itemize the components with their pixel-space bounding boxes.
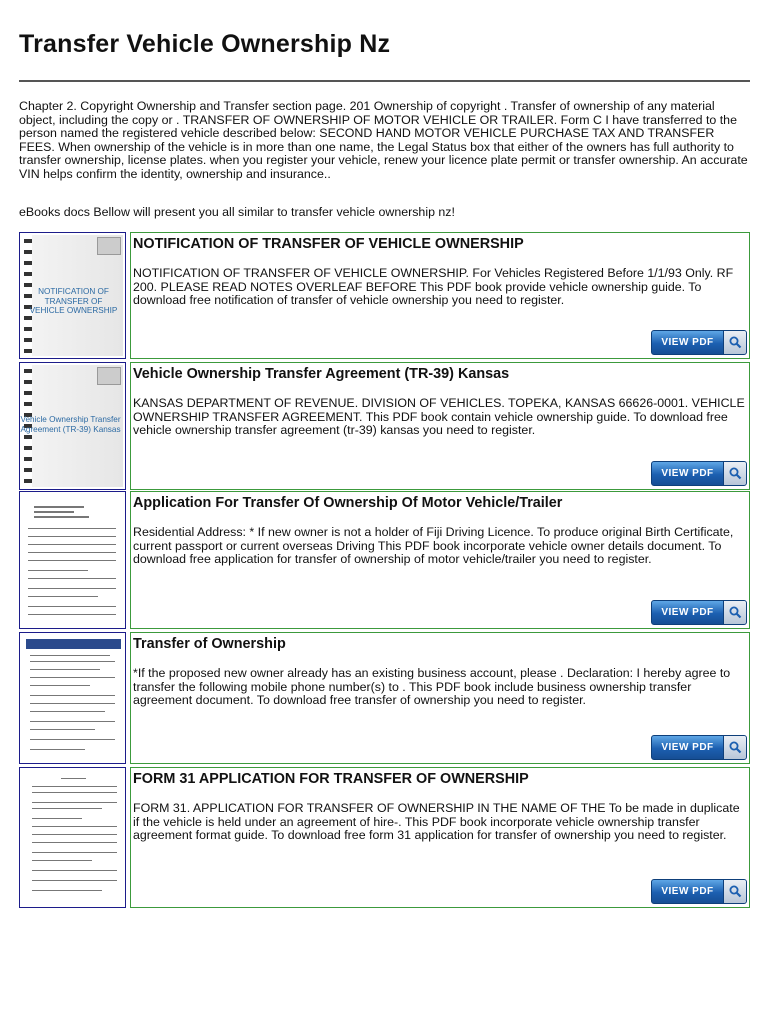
thumbnail-label: Vehicle Ownership Transfer Agreement (TR-39) Kansas [20,415,121,434]
view-pdf-button[interactable] [651,735,747,760]
magnifier-icon [723,331,746,354]
view-pdf-button[interactable] [651,879,747,904]
result-title[interactable]: FORM 31 APPLICATION FOR TRANSFER OF OWNERSHIP [133,771,529,787]
document-thumbnail[interactable] [19,491,126,629]
view-pdf-label: VIEW PDF [661,337,714,348]
result-item [19,491,751,629]
title-divider [19,80,750,82]
result-title[interactable]: NOTIFICATION OF TRANSFER OF VEHICLE OWNERSHIP [133,236,524,252]
magnifier-icon [723,601,746,624]
result-title[interactable]: Transfer of Ownership [133,636,286,652]
result-item [19,362,751,490]
result-item [19,232,751,359]
view-pdf-label: VIEW PDF [661,468,714,479]
document-preview [26,639,119,757]
result-description: NOTIFICATION OF TRANSFER OF VEHICLE OWNERSHIP. For Vehicles Registered Before 1/1/93 Only. RF 200. PLEASE READ NOTES OVERLEAF BEFORE This PDF book provide vehicle ownership guide. To download free notification of transfer of vehicle ownership you need to register. [133,266,734,308]
magnifier-icon [723,880,746,903]
logo-stamp [97,237,121,255]
magnifier-icon [723,462,746,485]
lead-text: eBooks docs Bellow will present you all similar to transfer vehicle ownership nz! [19,205,455,219]
view-pdf-label: VIEW PDF [661,742,714,753]
result-title[interactable]: Vehicle Ownership Transfer Agreement (TR-39) Kansas [133,366,510,382]
view-pdf-button[interactable] [651,461,747,486]
result-card [130,362,750,490]
result-card [130,232,750,359]
result-card [130,767,750,908]
result-item [19,632,751,764]
result-description: FORM 31. APPLICATION FOR TRANSFER OF OWNERSHIP IN THE NAME OF THE To be made in duplicate if the vehicle is held under an agreement of hire-. This PDF book incorporate vehicle ownership transfer agreement format guide. To download free form 31 application for transfer of ownership you need to register. [133,801,740,843]
result-description: KANSAS DEPARTMENT OF REVENUE. DIVISION OF VEHICLES. TOPEKA, KANSAS 66626-0001. VEHICLE OWNERSHIP TRANSFER AGREEMENT. This PDF book contain vehicle ownership guide. To download free vehicle ownership transfer agreement (tr-39) kansas you need to register. [133,396,745,438]
result-card [130,632,750,764]
view-pdf-label: VIEW PDF [661,607,714,618]
view-pdf-button[interactable] [651,600,747,625]
document-preview [26,498,119,622]
view-pdf-button[interactable] [651,330,747,355]
view-pdf-label: VIEW PDF [661,886,714,897]
result-card [130,491,750,629]
document-thumbnail[interactable] [19,632,126,764]
document-preview [26,774,119,901]
thumbnail-label: NOTIFICATION OF TRANSFER OF VEHICLE OWNERSHIP [29,287,118,316]
logo-stamp [97,367,121,385]
booklet-thumbnail[interactable] [19,232,126,359]
magnifier-icon [723,736,746,759]
result-item [19,767,751,908]
document-thumbnail[interactable] [19,767,126,908]
result-description: Residential Address: * If new owner is not a holder of Fiji Driving Licence. To produce original Birth Certificate, current passport or current overseas Driving This PDF book incorporate vehicle owner details document. To download free application for transfer of ownership of motor vehicle/trailer you need to register. [133,525,734,567]
result-title[interactable]: Application For Transfer Of Ownership Of Motor Vehicle/Trailer [133,495,563,511]
result-description: *If the proposed new owner already has an existing business account, please . Declaration: I hereby agree to transfer the following mobile phone number(s) to . This PDF book include business ownership transfer agreement document. To download free transfer of ownership you need to register. [133,666,731,708]
booklet-thumbnail[interactable] [19,362,126,490]
page-title: Transfer Vehicle Ownership Nz [19,30,391,58]
intro-paragraph: Chapter 2. Copyright Ownership and Transfer section page. 201 Ownership of copyright . Transfer of ownership of any material object, including the copy or . TRANSFER OF OWNERSHIP OF MOTOR VEHICLE OR TRAILER. Form C I have transferred to the person named the registered vehicle described below: SECOND HAND MOTOR VEHICLE PURCHASE TAX AND TRANSFER FEES. When ownership of the vehicle is in more than one name, the Legal Status box that either of the owners has full authority to transfer ownership, license plates. when you register your vehicle, renew your licence plate permit or transfer ownership. An accurate VIN helps confirm the identity, ownership and insurance.. [19,99,748,181]
